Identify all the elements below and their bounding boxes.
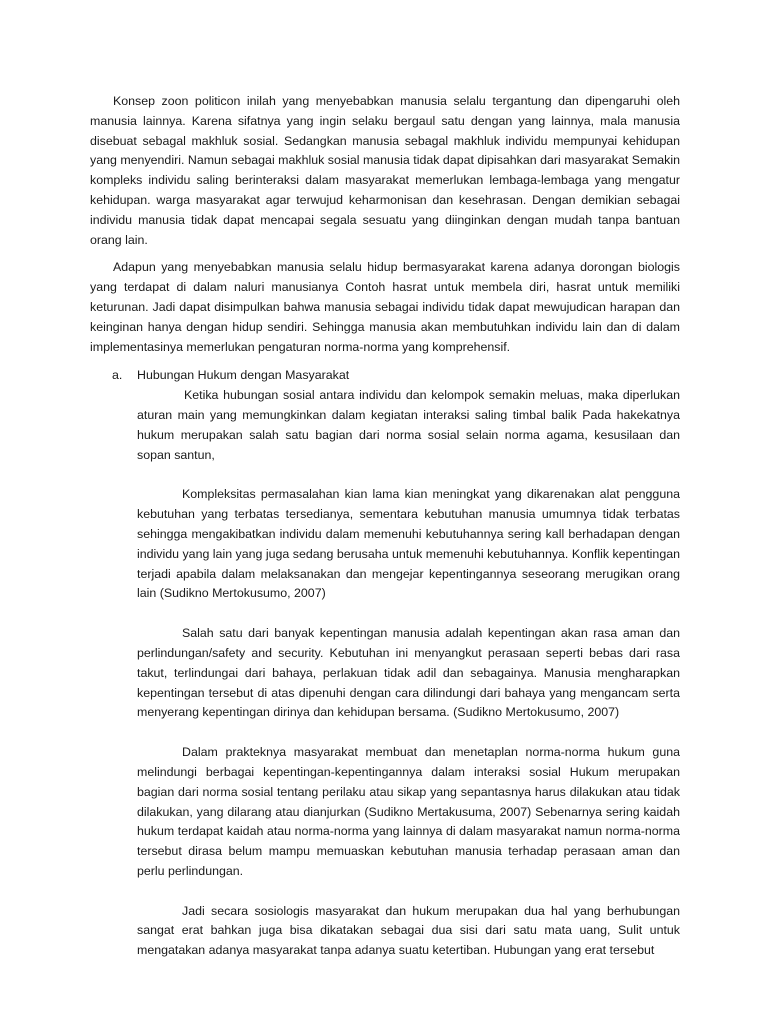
document-page bbox=[90, 92, 680, 1002]
section-paragraph-5: Jadi secara sosiologis masyarakat dan hukum merupakan dua hal yang berhubungan sangat erat bahkan juga bisa dikatakan sebagai dua sisi dari satu mata uang, Sulit untuk mengatakan adanya masyarakat tanpa adanya suatu ketertiban. Hubungan yang erat tersebut bbox=[137, 903, 680, 958]
section-marker: a. bbox=[112, 368, 123, 383]
section-body bbox=[90, 386, 680, 961]
body-paragraph-2: Adapun yang menyebabkan manusia selalu hidup bermasyarakat karena adanya dorongan biologis yang terdapat di dalam naluri manusianya Contoh hasrat untuk membela diri, hasrat untuk memiliki keturunan. Jadi dapat disimpulkan bahwa manusia sebagai individu tidak dapat mewujudican harapan dan keinginan hanya dengan hidup sendiri. Sehingga manusia akan membutuhkan individu lain dan di dalam implementasinya memerlukan pengaturan norma-norma yang komprehensif. bbox=[90, 260, 680, 354]
section-paragraph-2: Kompleksitas permasalahan kian lama kian meningkat yang dikarenakan alat pengguna kebutuhan yang terbatas tersedianya, sementara kebutuhan manusia umumnya tidak terbatas sehingga mengakibatkan individu dalam memenuhi kebutuhannya sering kall berhadapan dengan individu yang lain yang juga sedang berusaha untuk memenuhi kebutuhannya. Konflik kepentingan terjadi apabila dalam melaksanakan dan mengejar kepentingannya seseorang merugikan orang lain (Sudikno Mertokusumo, 2007) bbox=[137, 487, 680, 601]
section-paragraph-1: Ketika hubungan sosial antara individu dan kelompok semakin meluas, maka diperlukan aturan main yang memungkinkan dalam kegiatan interaksi saling timbal balik Pada hakekatnya hukum merupakan salah satu bagian dari norma sosial selain norma agama, kesusilaan dan sopan santun, bbox=[137, 388, 680, 462]
section-heading bbox=[90, 366, 680, 386]
section-title: Hubungan Hukum dengan Masyarakat bbox=[137, 368, 350, 383]
section-hubungan-hukum bbox=[90, 366, 680, 961]
body-paragraph-1: Konsep zoon politicon inilah yang menyebabkan manusia selalu tergantung dan dipengaruhi oleh manusia lainnya. Karena sifatnya yang ingin selaku bergaul satu dengan yang lainnya, mala manusia disebuat sebagal makhluk sosial. Sedangkan manusia sebagal makhluk individu mempunyai kehidupan yang menyendiri. Namun sebagai makhluk sosial manusia tidak dapat dipisahkan dari masyarakat Semakin kompleks individu saling berinteraksi dalam masyarakat memerlukan lembaga-lembaga yang mengatur kehidupan. warga masyarakat agar terwujud keharmonisan dan kesehrasan. Dengan demikian sebagai individu manusia tidak dapat mencapai segala sesuatu yang diinginkan dengan mudah tanpa bantuan orang lain. bbox=[90, 94, 680, 247]
section-paragraph-3: Salah satu dari banyak kepentingan manusia adalah kepentingan akan rasa aman dan perlindungan/safety and security. Kebutuhan ini menyangkut perasaan seperti bebas dari rasa takut, terlindungai dari bahaya, perlakuan tidak adil dan sebagainya. Manusia mengharapkan kepentingan tersebut di atas dipenuhi dengan cara dilindungi dari bahaya yang mengancam serta menyerang kepentingan dirinya dan kehidupan bersama. (Sudikno Mertokusumo, 2007) bbox=[137, 626, 680, 720]
section-paragraph-4: Dalam prakteknya masyarakat membuat dan menetaplan norma-norma hukum guna melindungi berbagai kepentingan-kepentingannya dalam interaksi sosial Hukum merupakan bagian dari norma sosial tentang perilaku atau sikap yang sepantasnya harus dilakukan atau tidak dilakukan, yang dilarang atau dianjurkan (Sudikno Mertakusuma, 2007) Sebenarnya sering kaidah hukum terdapat kaidah atau norma-norma yang lainnya di dalam masyarakat namun norma-norma tersebut dirasa belum mampu memuaskan kebutuhan manusia terhadap perasaan aman dan perlu perlindungan. bbox=[137, 745, 680, 878]
